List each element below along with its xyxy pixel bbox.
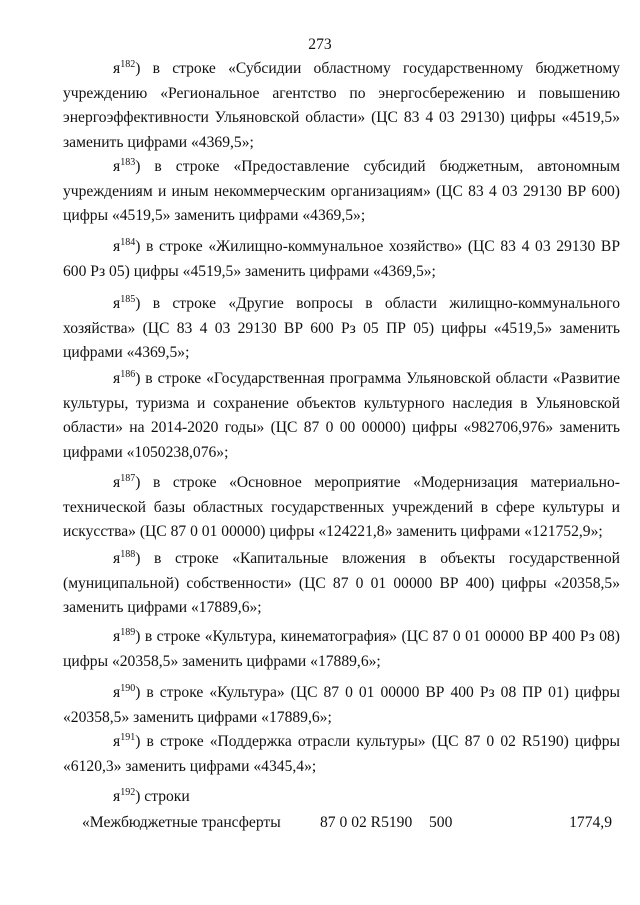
row-amount: 1774,9 bbox=[569, 814, 612, 831]
amendment-paragraph bbox=[63, 625, 620, 674]
paragraph-text: ) в строке «Капитальные вложения в объекты государственной (муниципальной) собственности» (ЦС 87 0 01 00000 ВР 400) цифры «20358,5» заменить цифрами «17889,6»; bbox=[63, 550, 620, 617]
amendment-paragraph bbox=[63, 292, 620, 366]
item-letter: я bbox=[113, 60, 121, 77]
item-letter: я bbox=[113, 238, 121, 255]
item-letter: я bbox=[113, 788, 121, 805]
item-letter: я bbox=[113, 733, 121, 750]
row-expense-type: 500 bbox=[429, 814, 453, 831]
paragraph-text: ) в строке «Другие вопросы в области жилищно-коммунального хозяйства» (ЦС 83 4 03 29130 ВР 600 Рз 05 ПР 05) цифры «4519,5» заменить цифрами «4369,5»; bbox=[63, 295, 620, 362]
item-number: 186 bbox=[120, 369, 136, 380]
item-letter: я bbox=[113, 628, 121, 645]
item-number: 187 bbox=[120, 473, 136, 484]
page-number: 273 bbox=[308, 36, 332, 53]
amendment-paragraph bbox=[63, 730, 620, 779]
item-number: 188 bbox=[120, 549, 136, 560]
paragraph-text: ) в строке «Государственная программа Ульяновской области «Развитие культуры, туризма и сохранение объектов культурного наследия в Ульяновской области» на 2014-2020 годы» (ЦС 87 0 00 00000) цифры «982706,976» заменить цифрами «1050238,076»; bbox=[63, 370, 620, 461]
paragraph-text: ) в строке «Поддержка отрасли культуры» (ЦС 87 0 02 R5190) цифры «6120,3» заменить цифрами «4345,4»; bbox=[63, 733, 620, 775]
amendment-paragraph bbox=[63, 471, 620, 545]
amendment-paragraph bbox=[63, 785, 620, 810]
item-number: 190 bbox=[120, 683, 136, 694]
item-number: 191 bbox=[120, 732, 136, 743]
amendment-paragraph bbox=[63, 547, 620, 621]
amendment-paragraph bbox=[63, 367, 620, 465]
paragraph-text: ) строки bbox=[135, 788, 190, 805]
row-target-code: 87 0 02 R5190 bbox=[320, 814, 413, 831]
item-letter: я bbox=[113, 550, 121, 567]
item-number: 185 bbox=[120, 294, 136, 305]
item-letter: я bbox=[113, 684, 121, 701]
paragraph-text: ) в строке «Предоставление субсидий бюджетным, автономным учреждениям и иным некоммерческим организациям» (ЦС 83 4 03 29130 ВР 600) цифры «4519,5» заменить цифрами «4369,5»; bbox=[63, 158, 620, 225]
paragraph-text: ) в строке «Субсидии областному государственному бюджетному учреждению «Региональное агентство по энергосбережению и повышению энергоэффективности Ульяновской области» (ЦС 83 4 03 29130) цифры «4519,5» заменить цифрами «4369,5»; bbox=[63, 60, 620, 151]
paragraph-text: ) в строке «Культура, кинематография» (ЦС 87 0 01 00000 ВР 400 Рз 08) цифры «20358,5» заменить цифрами «17889,6»; bbox=[63, 628, 620, 670]
item-number: 184 bbox=[120, 237, 136, 248]
paragraph-text: ) в строке «Жилищно-коммунальное хозяйство» (ЦС 83 4 03 29130 ВР 600 Рз 05) цифры «4519,5» заменить цифрами «4369,5»; bbox=[63, 238, 620, 280]
paragraph-text: ) в строке «Культура» (ЦС 87 0 01 00000 ВР 400 Рз 08 ПР 01) цифры «20358,5» заменить цифрами «17889,6»; bbox=[63, 684, 620, 726]
item-number: 182 bbox=[120, 59, 136, 70]
item-number: 192 bbox=[120, 787, 136, 798]
item-letter: я bbox=[113, 474, 121, 491]
amendment-paragraph bbox=[63, 235, 620, 284]
paragraph-text: ) в строке «Основное мероприятие «Модернизация материально-технической базы областных государственных учреждений в сфере культуры и искусства» (ЦС 87 0 01 00000) цифры «124221,8» заменить цифрами «121752,9»; bbox=[63, 474, 620, 541]
item-letter: я bbox=[113, 370, 121, 387]
amendment-paragraph bbox=[63, 57, 620, 155]
item-number: 189 bbox=[120, 627, 136, 638]
item-letter: я bbox=[113, 158, 121, 175]
item-number: 183 bbox=[120, 157, 136, 168]
amendment-paragraph bbox=[63, 155, 620, 229]
row-name: «Межбюджетные трансферты bbox=[82, 814, 281, 831]
amendment-paragraph bbox=[63, 681, 620, 730]
budget-table-row bbox=[82, 811, 622, 836]
item-letter: я bbox=[113, 295, 121, 312]
